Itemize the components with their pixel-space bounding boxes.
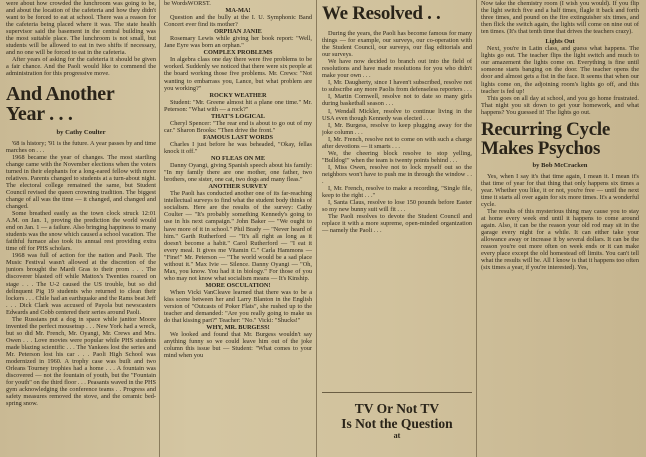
paragraph: '68 is history; '91 is the future. A year passes by and time marches on . . . [6,139,156,154]
paragraph: I, Mr. Daugherty, since I haven't subscribed, resolve not to subscribe any more Paolis from defenseless reporters . . . [322,79,472,94]
paragraph: Question and the bully at the I. U. Symphonic Band Concert ever find its mother? [164,14,312,29]
paragraph: Student: "Mr. Greene almost hit a plane one time." Mr. Peterson: "What with — a rock?" [164,98,312,113]
paragraph: I, Martin Cornwell, resolve not to date so many girls during basketball season . . . [322,93,472,108]
headline-recurring-cycle: Recurring Cycle Makes Psychos [481,118,610,159]
paragraph: Cheryl Spencer: "The rear end is about to go out of my car." Sharon Brooks: "Then drive the front." [164,119,312,134]
paragraph: The Paoli resolves to devote the Student Council and replace it with a more supreme, open-minded organization — namely the Paoli . . . [322,213,472,235]
column-editorial [6,0,156,457]
paragraph: Charles I just before he was beheaded, "Okay, fellas knock it off." [164,140,312,155]
subheading: FAMOUS LAST WORDS [203,133,273,141]
paragraph: During the years, the Paoli has become famous for many things — for example, our surveys, our co-operation with the Student Council, our surveys, our flag editorials and our surveys. [322,30,472,59]
byline: by Bob McCracken [532,161,588,169]
headline-line: TV Or Not TV [354,401,440,416]
paragraph: We have now decided to branch out into the field of resolutions and have made resolutions for you who didn't make your own . . . [322,58,472,80]
paragraph: be WordsWORST. [164,0,211,7]
column-resolutions [322,0,472,389]
paragraph: The Russians put a dog in space while janitor Moore invented the perfect mousetrap . . . New York had a wreck, but so did Mr. French, Mr. Oyangi, Mr. Crews and Mrs. Owen . . . Love movies were popular while PHS students made blazing scientific . . . The Yankees lost the series and Mr. Peterson lost his car . . . Paoli High School was modernized in 1960. A trophy case was built and two Orleans Tourney trophies had a home . . . A fountain was discovered — not the fountain of youth, but the "Fountain for youth" on the third floor . . . Peasants waved in the PHS gym acknowledging the conference teams . . Progress and safety measures removed the stove, and the ceramic bed-spring snow. [6,315,156,408]
subheading: MORE OSCULATION! [205,281,271,289]
paragraph: were about how crowded the lunchroom was going to be, and about the location of the cafeteria and how they didn't want to be forced to eat at school. There was a reason for the cafeteria being placed where it was. The state health supervisor said the basement in the central building was the most suitable place. The lunchroom is not small, but students will be allowed to eat in two shifts if necessary, and no one will be forced to eat in the cafeteria. [6,0,156,57]
paragraph: The Paoli has conducted another one of its far-reaching intellectual surveys to find what the student body thinks of socialism. Here are the results of the survey: Cathy Coulter — "It's probably something Kennedy's going to use in his next campaign." John Baker — "We ought to have more of it in school." Phil Brady — "Never heard of him." Garth Rutherford — "It's all right as long as it doesn't become a habit." Carol Rutherford — "I eat it every meal. It gives me Vitamin C." Carla Hammons — "Fine!" Mr. Peterson — "The world would be a sad place without it." Max Ivie — Silence. Danny Oyangi — "Oh, Max, you know. You had it in biology." For those of you who may not know what socialism means — It's Kinship. [164,190,312,282]
paragraph: Yes, when I say it's that time again, I mean it. I mean it's that time of year for that thing that only happens six times a year. Whether you like, it or not, you're free — until the next time it starts all over again for six more times. It's a wonderful cycle. [481,172,639,208]
paragraph: In algebra class one day there were five problems to be worked. Suddenly we noticed that there were six people at the board working those five problems. Mr. Crews: "Not wanting to embarrass you, Lance, but what problem are you working?" [164,56,312,92]
subheading: COMPLEX PROBLEMS [203,49,273,57]
headline-tv-or-not-tv [322,392,472,441]
column-rule [476,0,477,457]
paragraph: Some breathed easily as the town clock struck 12:01 A.M. on Jan. 1, proving the prediction the world would end on Jan. 1 — a failure. Also bringing happiness to many students was the snow which caused a school vacation. The faithful furnace also took its annual rest providing extra time off for PHS scholars. [6,210,156,253]
paragraph: I, Miss Owen, resolve not to lock myself out so the neighbors won't have to push me in through the window . . . [322,163,472,185]
subheading: ANOTHER SURVEY [208,183,268,191]
paragraph: After years of asking for the cafeteria it should be given a fair chance. And the Paoli would like to commend the administration for this progressive move. [6,56,156,78]
subheading: MA-MA! [225,7,251,15]
column-rule [316,0,317,457]
paragraph: When Vicki VanCleave learned that there was to be a kiss scene between her and Larry Blanton in the English version of "Outcasts of Poker Flats", she rushed up to the teacher and demanded: "Are you really going to make us do that kissing part?" Teacher: "No." Vicki: "Shucks!" [164,288,312,325]
paragraph: I, Mr. French, resolve not to come on with such a charge after devotions — it smarts . . . [322,135,472,150]
subheading: NO FLEAS ON ME [210,155,266,163]
subheading: WHY, MR. BURGESS! [206,324,270,332]
paragraph: The results of this mysterious thing may cause you to stay at home every week end until it happens to come around again. Also, it can be the reason your old rod may sit in the garage every night for a while. It can either take your allowance away or increase it by several dollars. It can be the reason you're out more often on week ends or it can make every place except the old homestead off limits. You can't tell what the results will be. All I know is that it happens too often (six times a year, if you're interested). Yes, [481,208,639,272]
paragraph: Next, you're in Latin class, and guess what happens. The lights go out. The teacher flips the light switch and much to our amazement the lights come on. Everything is fine until someone starts banging on the door. The teacher opens the door and almost gets a fist in the face. It seems that when our lights come on, the adjoining room's lights go off, and this teacher is fed up! [481,45,639,95]
paragraph: We looked and found that Mr. Burgess wouldn't say anything funny so we could leave him out of the joke column this issue but — Student: "What comes to your mind when you [164,331,312,360]
subheading: THAT'S LOGICAL [211,112,265,120]
paragraph: Now take the chemistry room (I wish you would). If you flip the light switch five and a half times, flagle it back and forth three times, and pound on the fire extinguisher six times, and then flick the switch again, the lights will come on nine out of ten times. (It's that tenth time that drives the teachers crazy). [481,0,639,36]
subheading: ROCKY WEATHER [209,91,267,99]
headline-line: Is Not the Question [341,416,453,431]
headline-we-resolved: We Resolved . . [322,3,441,24]
subheading: Lights Out [545,38,575,46]
paragraph: I, Mr. Burgess, resolve to keep plugging away for the joke column . . . [322,121,472,136]
column-rule [159,0,160,457]
byline: by Cathy Coulter [56,128,106,136]
paragraph: I, Wendall Mickler, resolve to continue living in the USA even though Kennedy was elected . . . [322,107,472,122]
paragraph: We, the cheering block resolve to stop yelling, "Bulldog!" when the team is twenty points behind . . . [322,149,472,164]
subheading: ORPHAN JANIE [214,28,262,36]
headline-another-year: And Another Year . . . [6,82,115,125]
paragraph: I, Mr. French, resolve to make a recording, "Single file, keep to the right . . ." [322,185,472,200]
paragraph: Rosemary Lewis while giving her book report: "Well, Jane Eyre was born an orphan." [164,35,312,50]
paragraph: 1968 became the year of changes. The most startling change came with the November elections when the voters turned in their elephants for a long-eared fellow with more relatives. Parents changed to students at a turn-about night. The electoral college remained the same, but Student Council revised the queen crowning tradition. The biggest change of all was the time — it changed, and changed and changed. [6,153,156,210]
paragraph: I, Santa Claus, resolve to lose 150 pounds before Easter so my new bunny suit will fit . . . [322,199,472,214]
paragraph: Danny Oyangi, giving Spanish speech about his family: "In my family there are one mother, one father, two brothers, one sister, one cat, two dogs and many fleas." [164,162,312,184]
headline-line: at [393,431,401,440]
column-jokes [164,0,312,457]
column-lights-psychos [481,0,639,457]
paragraph: This goes on all day at school, and you go home frustrated. That night you sit down to get your homework, and what happens? You guessed it! The lights go out. [481,94,639,116]
paragraph: 1968 was full of action for the nation and Paoli. The Music Festival wasn't allowed at the discretion of the juniors brought the Mardi Gras to their prom . . . The discoverer blasted off while Mattox's Twenties roared on stage . . . The U-2 caused the US trouble, but so did delinquent Pig 19 students who returned to clean their lockers . . . Chile had an earthquake and the Rams beat Jeff . . . Dick Clark was accused of Payola but newscasters Edwards and Cobb centered their series around Paoli. [6,252,156,316]
